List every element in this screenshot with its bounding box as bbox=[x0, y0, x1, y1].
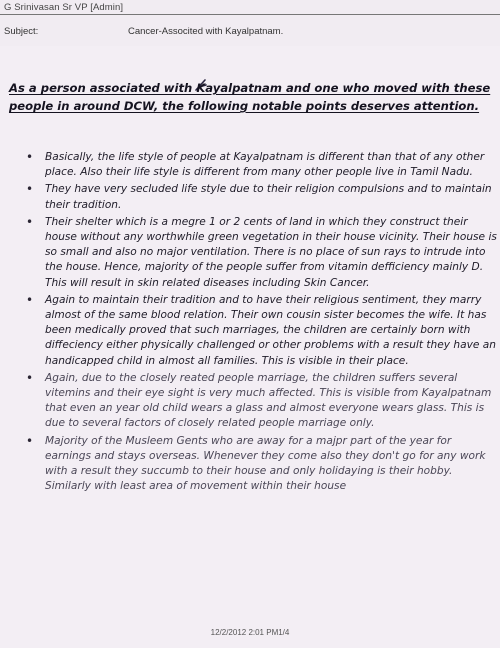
list-item-text: Majority of the Musleem Gents who are away for a majpr part of the year for earnings and stays overseas. Whenever they come also they don't go for any work with a result they succumb to their house and only holidaying is their hobby. Similarly with least area of movement within their house bbox=[45, 434, 486, 493]
subject-label: Subject: bbox=[4, 26, 39, 37]
bullet-icon: • bbox=[26, 214, 34, 229]
bullet-list bbox=[25, 150, 497, 496]
bullet-icon: • bbox=[26, 292, 34, 307]
page-footer: 12/2/2012 2:01 PM1/4 bbox=[210, 628, 290, 637]
subject-value: Cancer-Associted with Kayalpatnam. bbox=[128, 26, 284, 37]
list-item bbox=[25, 434, 497, 495]
bullet-icon: • bbox=[26, 182, 34, 197]
list-item bbox=[25, 150, 497, 180]
header-rule bbox=[0, 14, 500, 15]
bullet-icon: • bbox=[26, 433, 34, 448]
list-item-text: Again to maintain their tradition and to have their religious sentiment, they marry almost of the same blood relation. Their own cousin sister becomes the wife. It has been medically proved that such marriages, the children are certainly born with diffeciency either physically challenged or other problems with a result they have an handicapped child in almost all families. This is visible in their place. bbox=[45, 293, 496, 367]
list-item-text: Basically, the life style of people at Kayalpatnam is different than that of any other place. Also their life style is different from many other people live in Tamil Nadu. bbox=[45, 151, 485, 179]
bullet-icon: • bbox=[26, 150, 34, 164]
list-item bbox=[25, 371, 497, 432]
list-item-text: They have very secluded life style due to their religion compulsions and to maintain their tradition. bbox=[45, 183, 492, 211]
list-item bbox=[25, 293, 497, 369]
memo-header bbox=[0, 0, 500, 46]
bullet-icon: • bbox=[26, 370, 34, 385]
list-item bbox=[25, 182, 497, 212]
list-item-text: Again, due to the closely reated people marriage, the children suffers several vitemins and their eye sight is very much affected. This is visible from Kayalpatnam that even an year old child wears a glass and almost everyone wears glass. This is due to several factors of closely related people marriage only. bbox=[45, 371, 492, 430]
list-item bbox=[25, 215, 497, 291]
from-line: G Srinivasan Sr VP [Admin] bbox=[4, 2, 124, 13]
list-item-text: Their shelter which is a megre 1 or 2 cents of land in which they construct their house without any worthwhile green vegetation in their house vicinity. Their house is so small and also no major ventilation. There is no place of sun rays to intrude into the house. Hence, majority of the people suffer from vitamin defficiency mainly D. This will result in skin related diseases including Skin Cancer. bbox=[45, 215, 497, 289]
headline: As a person associated with Kayalpatnam and one who moved with these people in around DCW, the following notable points deserves attention. bbox=[9, 81, 491, 113]
